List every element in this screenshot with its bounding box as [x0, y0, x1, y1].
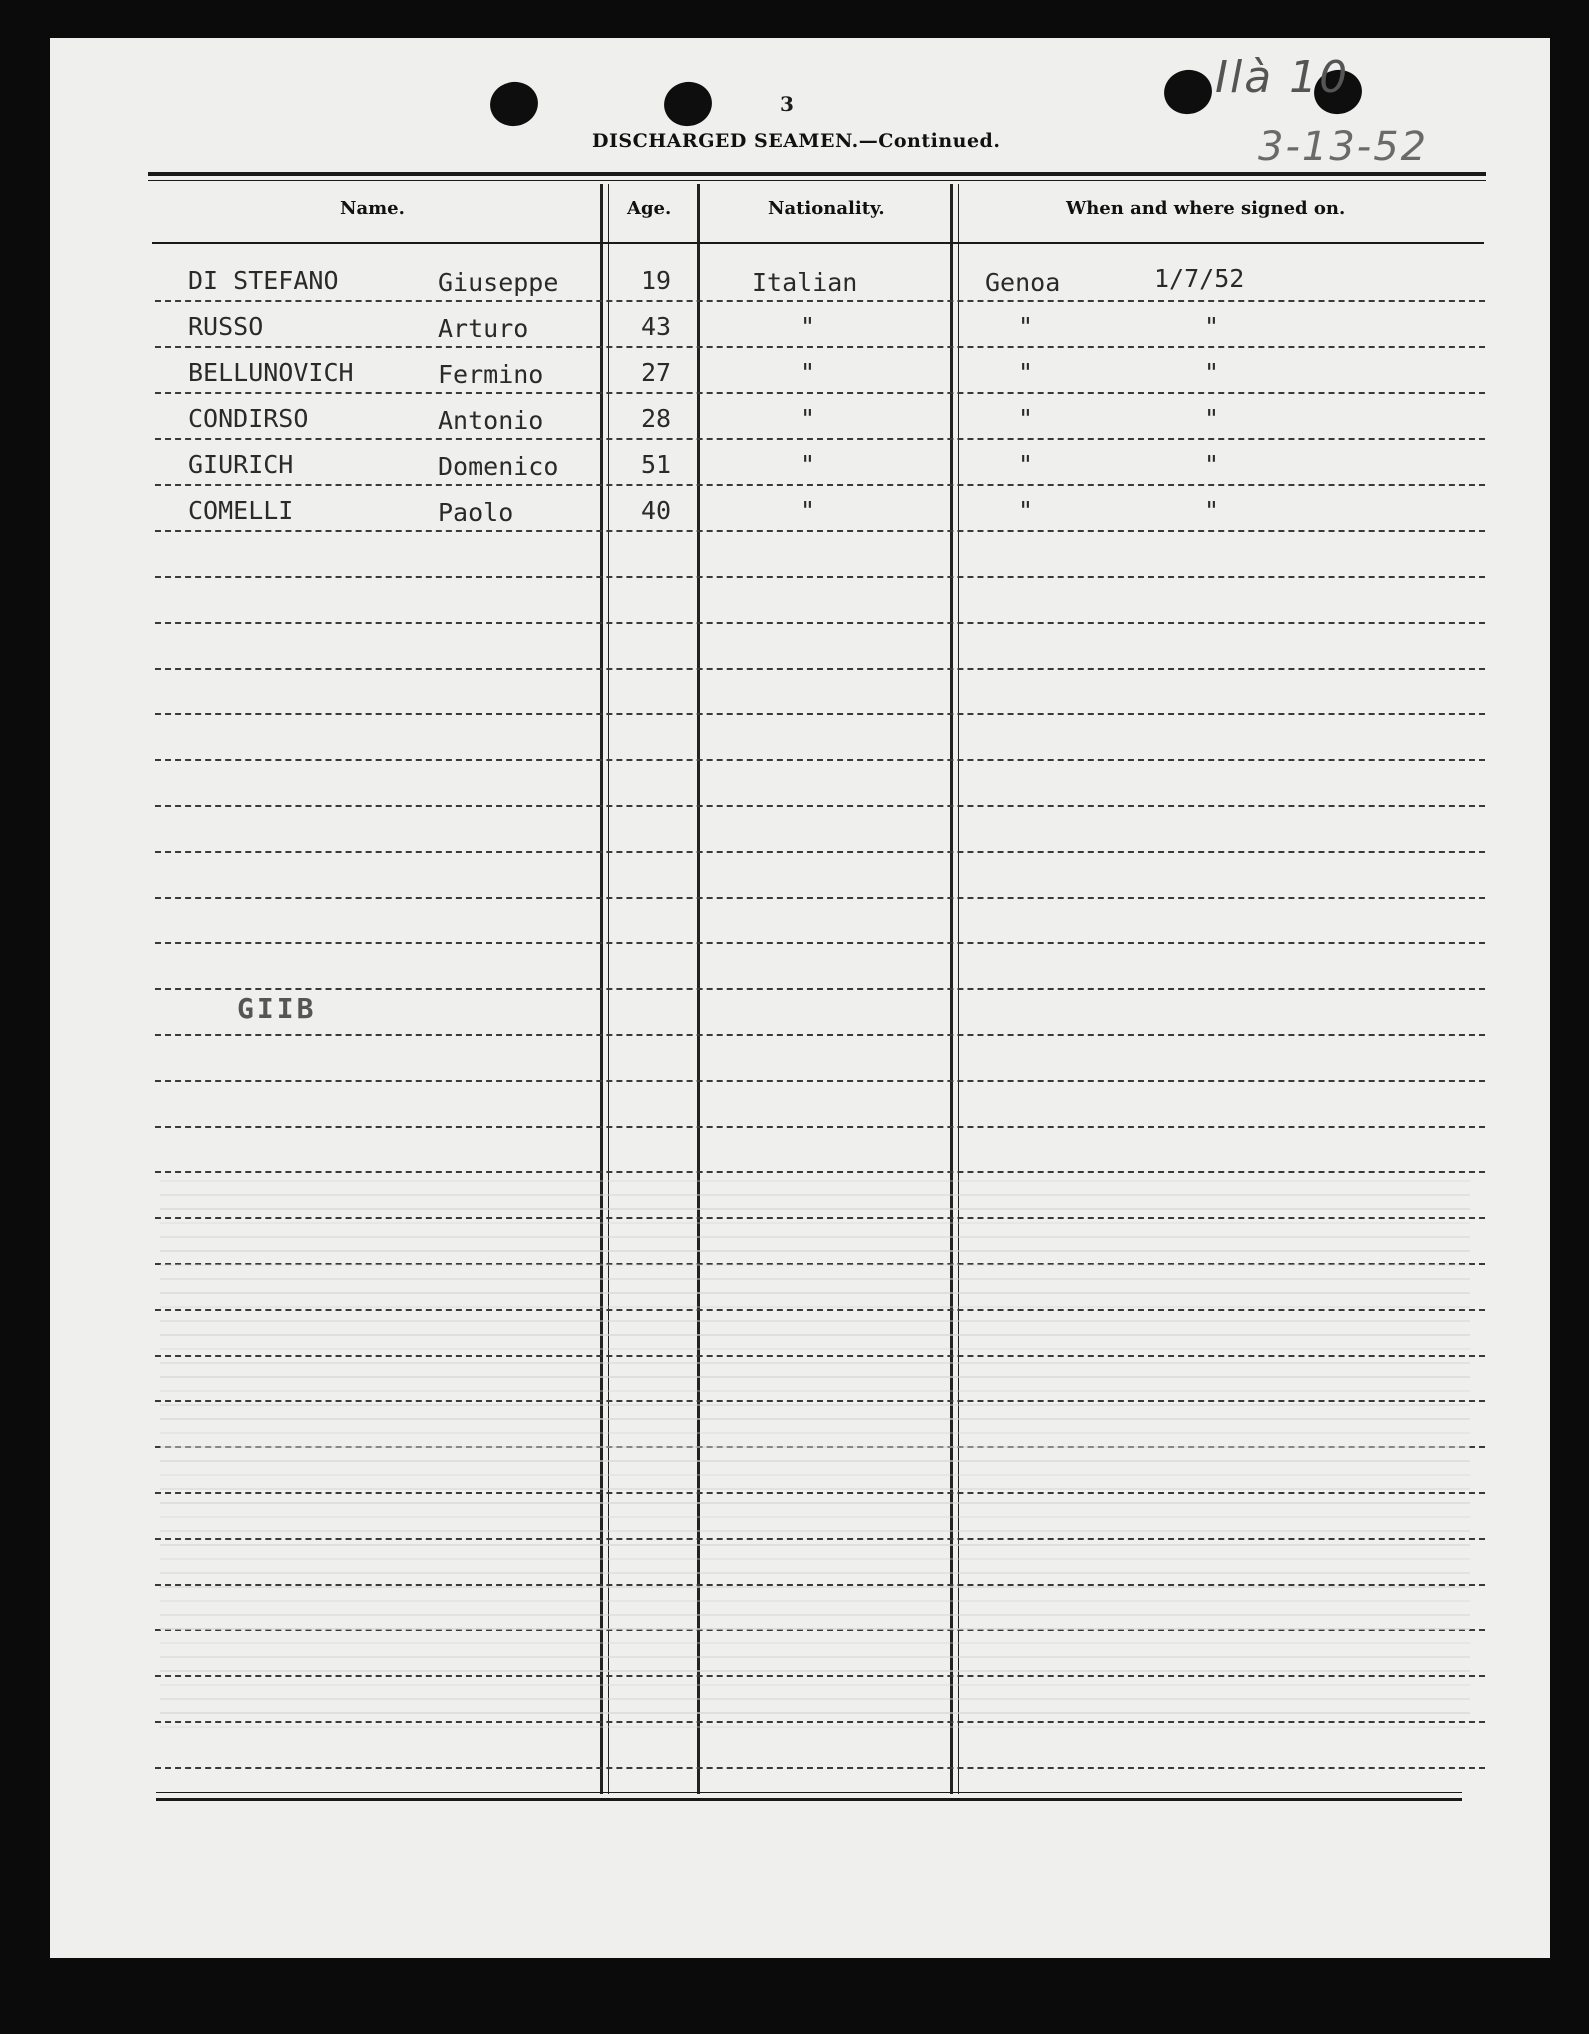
given-name: Antonio: [438, 406, 544, 435]
bleed-through-line: [160, 1628, 1470, 1630]
signed-on-date: ": [1204, 404, 1220, 433]
bleed-through-line: [160, 1614, 1470, 1616]
bleed-through-line: [160, 1586, 1470, 1588]
bleed-through-line: [160, 1320, 1470, 1322]
row-rule: [155, 1034, 1485, 1036]
row-rule: [155, 300, 1485, 302]
row-rule: [155, 484, 1485, 486]
header-underline: [152, 242, 1484, 244]
bleed-through-line: [160, 1698, 1470, 1700]
row-rule: [155, 897, 1485, 899]
table-bottom-rule: [156, 1792, 1462, 1793]
signed-on-place: ": [1018, 450, 1034, 479]
surname: BELLUNOVICH: [188, 358, 354, 387]
bleed-through-line: [160, 1474, 1470, 1476]
table-row: [0, 492, 1589, 538]
bleed-through-line: [160, 1222, 1470, 1224]
bleed-through-line: [160, 1432, 1470, 1434]
header-signed-on: When and where signed on.: [1066, 198, 1346, 219]
surname: RUSSO: [188, 312, 264, 341]
bleed-through-line: [160, 1544, 1470, 1546]
bleed-through-line: [160, 1670, 1470, 1672]
table-row: [0, 354, 1589, 400]
bleed-through-line: [160, 1376, 1470, 1378]
bleed-through-line: [160, 1488, 1470, 1490]
row-rule: [155, 988, 1485, 990]
signed-on-place: Genoa: [985, 268, 1061, 297]
nationality: ": [800, 404, 816, 433]
surname: DI STEFANO: [188, 266, 339, 295]
bleed-through-line: [160, 1194, 1470, 1196]
signed-on-place: ": [1018, 404, 1034, 433]
handwritten-code: Ilà 10: [1215, 52, 1350, 103]
bleed-through-background: [160, 1180, 1470, 1740]
row-rule: [155, 622, 1485, 624]
age: 27: [641, 358, 672, 387]
row-rule: [155, 759, 1485, 761]
bleed-through-line: [160, 1334, 1470, 1336]
header-nationality: Nationality.: [768, 198, 885, 219]
age: 40: [641, 496, 672, 525]
nationality: ": [800, 450, 816, 479]
row-rule: [155, 668, 1485, 670]
bleed-through-line: [160, 1726, 1470, 1728]
given-name: Giuseppe: [438, 268, 559, 297]
table-row: [0, 262, 1589, 308]
page-number: 3: [780, 92, 794, 116]
signed-on-date: 1/7/52: [1154, 264, 1245, 293]
row-rule: [155, 713, 1485, 715]
bleed-through-line: [160, 1208, 1470, 1210]
bleed-through-line: [160, 1278, 1470, 1280]
row-rule: [155, 392, 1485, 394]
bleed-through-line: [160, 1404, 1470, 1406]
surname: GIURICH: [188, 450, 294, 479]
bleed-through-line: [160, 1236, 1470, 1238]
faint-stamp: GIIB: [237, 992, 317, 1025]
bleed-through-line: [160, 1642, 1470, 1644]
bleed-through-line: [160, 1306, 1470, 1308]
row-rule: [155, 1767, 1485, 1769]
signed-on-date: ": [1204, 450, 1220, 479]
bleed-through-line: [160, 1656, 1470, 1658]
row-rule: [155, 530, 1485, 532]
given-name: Paolo: [438, 498, 514, 527]
table-row: [0, 400, 1589, 446]
age: 28: [641, 404, 672, 433]
nationality: ": [800, 496, 816, 525]
signed-on-date: ": [1204, 496, 1220, 525]
bleed-through-line: [160, 1362, 1470, 1364]
bleed-through-line: [160, 1348, 1470, 1350]
bleed-through-line: [160, 1180, 1470, 1182]
bleed-through-line: [160, 1292, 1470, 1294]
handwritten-date: 3-13-52: [1258, 124, 1429, 170]
header-name: Name.: [340, 198, 405, 219]
bleed-through-line: [160, 1572, 1470, 1574]
bleed-through-line: [160, 1250, 1470, 1252]
bleed-through-line: [160, 1600, 1470, 1602]
bleed-through-line: [160, 1530, 1470, 1532]
bleed-through-line: [160, 1684, 1470, 1686]
row-rule: [155, 438, 1485, 440]
signed-on-date: ": [1204, 312, 1220, 341]
row-rule: [155, 346, 1485, 348]
table-top-rule-thin: [148, 180, 1486, 181]
row-rule: [155, 942, 1485, 944]
given-name: Domenico: [438, 452, 559, 481]
signed-on-place: ": [1018, 358, 1034, 387]
bleed-through-line: [160, 1558, 1470, 1560]
age: 43: [641, 312, 672, 341]
table-row: [0, 446, 1589, 492]
given-name: Fermino: [438, 360, 544, 389]
header-age: Age.: [627, 198, 672, 219]
surname: CONDIRSO: [188, 404, 309, 433]
table-bottom-rule-thick: [156, 1798, 1462, 1801]
nationality: ": [800, 358, 816, 387]
nationality: Italian: [752, 268, 858, 297]
bleed-through-line: [160, 1460, 1470, 1462]
bleed-through-line: [160, 1516, 1470, 1518]
age: 51: [641, 450, 672, 479]
table-top-rule: [148, 172, 1486, 176]
row-rule: [155, 1126, 1485, 1128]
row-rule: [155, 1171, 1485, 1173]
table-row: [0, 308, 1589, 354]
signed-on-place: ": [1018, 496, 1034, 525]
page-title: DISCHARGED SEAMEN.—Continued.: [592, 130, 1001, 152]
row-rule: [155, 576, 1485, 578]
signed-on-place: ": [1018, 312, 1034, 341]
surname: COMELLI: [188, 496, 294, 525]
row-rule: [155, 805, 1485, 807]
bleed-through-line: [160, 1502, 1470, 1504]
bleed-through-line: [160, 1712, 1470, 1714]
bleed-through-line: [160, 1390, 1470, 1392]
bleed-through-line: [160, 1418, 1470, 1420]
age: 19: [641, 266, 672, 295]
bleed-through-line: [160, 1264, 1470, 1266]
signed-on-date: ": [1204, 358, 1220, 387]
row-rule: [155, 851, 1485, 853]
given-name: Arturo: [438, 314, 529, 343]
row-rule: [155, 1080, 1485, 1082]
bleed-through-line: [160, 1446, 1470, 1448]
nationality: ": [800, 312, 816, 341]
